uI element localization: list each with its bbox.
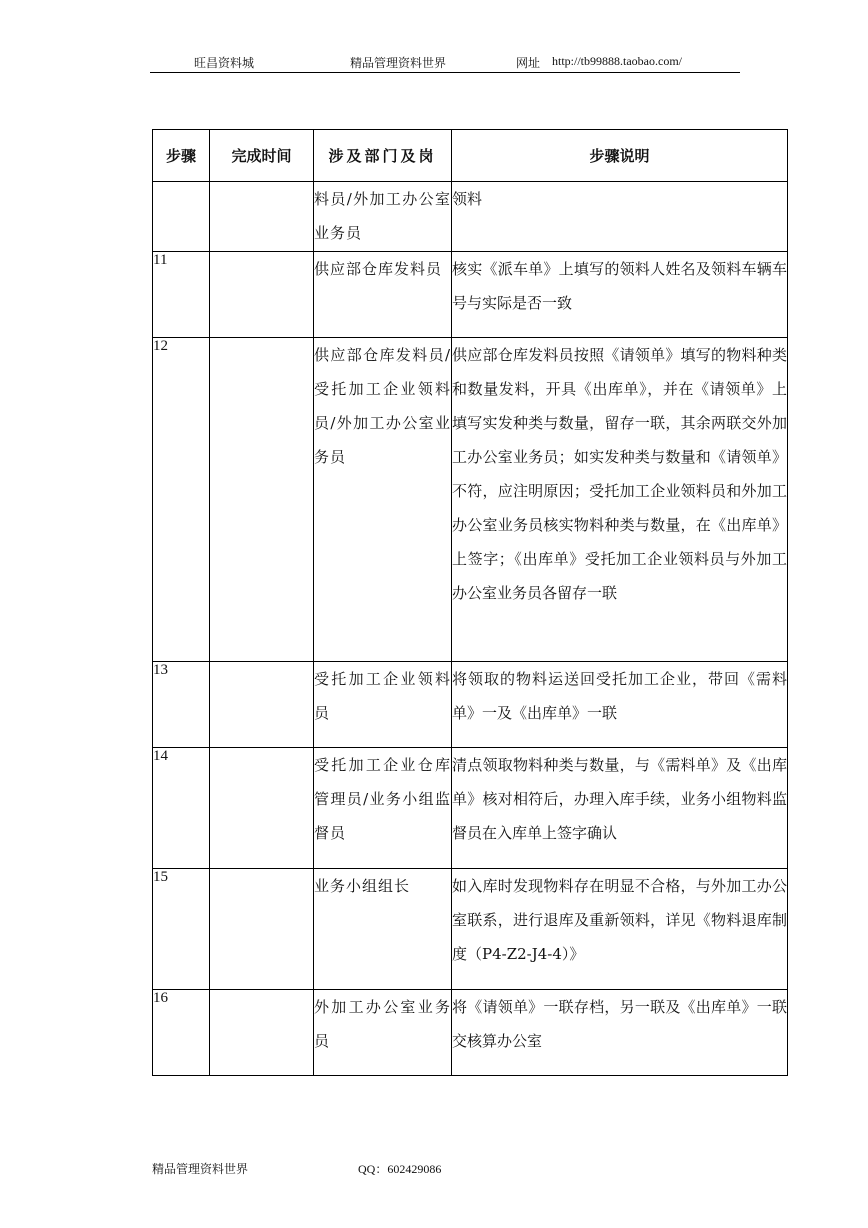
step-number: 12 <box>153 338 210 662</box>
department: 供应部仓库发料员 <box>314 252 452 338</box>
step-description: 领料 <box>452 182 788 252</box>
col-header-time: 完成时间 <box>210 130 314 182</box>
table-header-row <box>153 130 788 182</box>
completion-time <box>210 990 314 1076</box>
completion-time <box>210 662 314 748</box>
department: 料员/外加工办公室业务员 <box>314 182 452 252</box>
footer-site-title: 精品管理资料世界 <box>152 1162 249 1176</box>
table-row <box>153 338 788 662</box>
page-header <box>150 52 740 73</box>
header-site-name: 旺昌资料城 <box>194 56 255 70</box>
table-row <box>153 990 788 1076</box>
step-description: 供应部仓库发料员按照《请领单》填写的物料种类和数量发料，开具《出库单》，并在《请领单》上填写实发种类与数量，留存一联，其余两联交外加工办公室业务员；如实发种类与数量和《请领单》不符，应注明原因；受托加工企业领料员和外加工办公室业务员核实物料种类与数量，在《出库单》上签字；《出库单》受托加工企业领料员与外加工办公室业务员各留存一联 <box>452 338 788 662</box>
step-number: 15 <box>153 869 210 990</box>
department: 供应部仓库发料员/受托加工企业领料员/外加工办公室业务员 <box>314 338 452 662</box>
department: 受托加工企业仓库管理员/业务小组监督员 <box>314 748 452 869</box>
department: 外加工办公室业务员 <box>314 990 452 1076</box>
footer-qq: QQ：602429086 <box>358 1162 442 1176</box>
step-description: 将《请领单》一联存档，另一联及《出库单》一联交核算办公室 <box>452 990 788 1076</box>
table-row <box>153 869 788 990</box>
department: 受托加工企业领料员 <box>314 662 452 748</box>
completion-time <box>210 869 314 990</box>
completion-time <box>210 748 314 869</box>
step-number <box>153 182 210 252</box>
header-url-label: 网址 <box>516 56 541 70</box>
step-number: 16 <box>153 990 210 1076</box>
col-header-step: 步骤 <box>153 130 210 182</box>
table-row <box>153 182 788 252</box>
col-header-desc: 步骤说明 <box>452 130 788 182</box>
table-row <box>153 748 788 869</box>
step-description: 将领取的物料运送回受托加工企业，带回《需料单》一及《出库单》一联 <box>452 662 788 748</box>
col-header-dept: 涉及部门及岗 <box>314 130 452 182</box>
completion-time <box>210 182 314 252</box>
step-description: 如入库时发现物料存在明显不合格，与外加工办公室联系，进行退库及重新领料，详见《物料退库制度（P4-Z2-J4-4）》 <box>452 869 788 990</box>
steps-table <box>152 129 788 1076</box>
department: 业务小组组长 <box>314 869 452 990</box>
table-row <box>153 252 788 338</box>
completion-time <box>210 252 314 338</box>
completion-time <box>210 338 314 662</box>
table-row <box>153 662 788 748</box>
step-description: 核实《派车单》上填写的领料人姓名及领料车辆车号与实际是否一致 <box>452 252 788 338</box>
step-number: 14 <box>153 748 210 869</box>
step-description: 清点领取物料种类与数量，与《需料单》及《出库单》核对相符后，办理入库手续，业务小组物料监督员在入库单上签字确认 <box>452 748 788 869</box>
step-number: 11 <box>153 252 210 338</box>
step-number: 13 <box>153 662 210 748</box>
header-url-link[interactable]: http://tb99888.taobao.com/ <box>552 54 682 68</box>
header-title: 精品管理资料世界 <box>350 56 447 70</box>
